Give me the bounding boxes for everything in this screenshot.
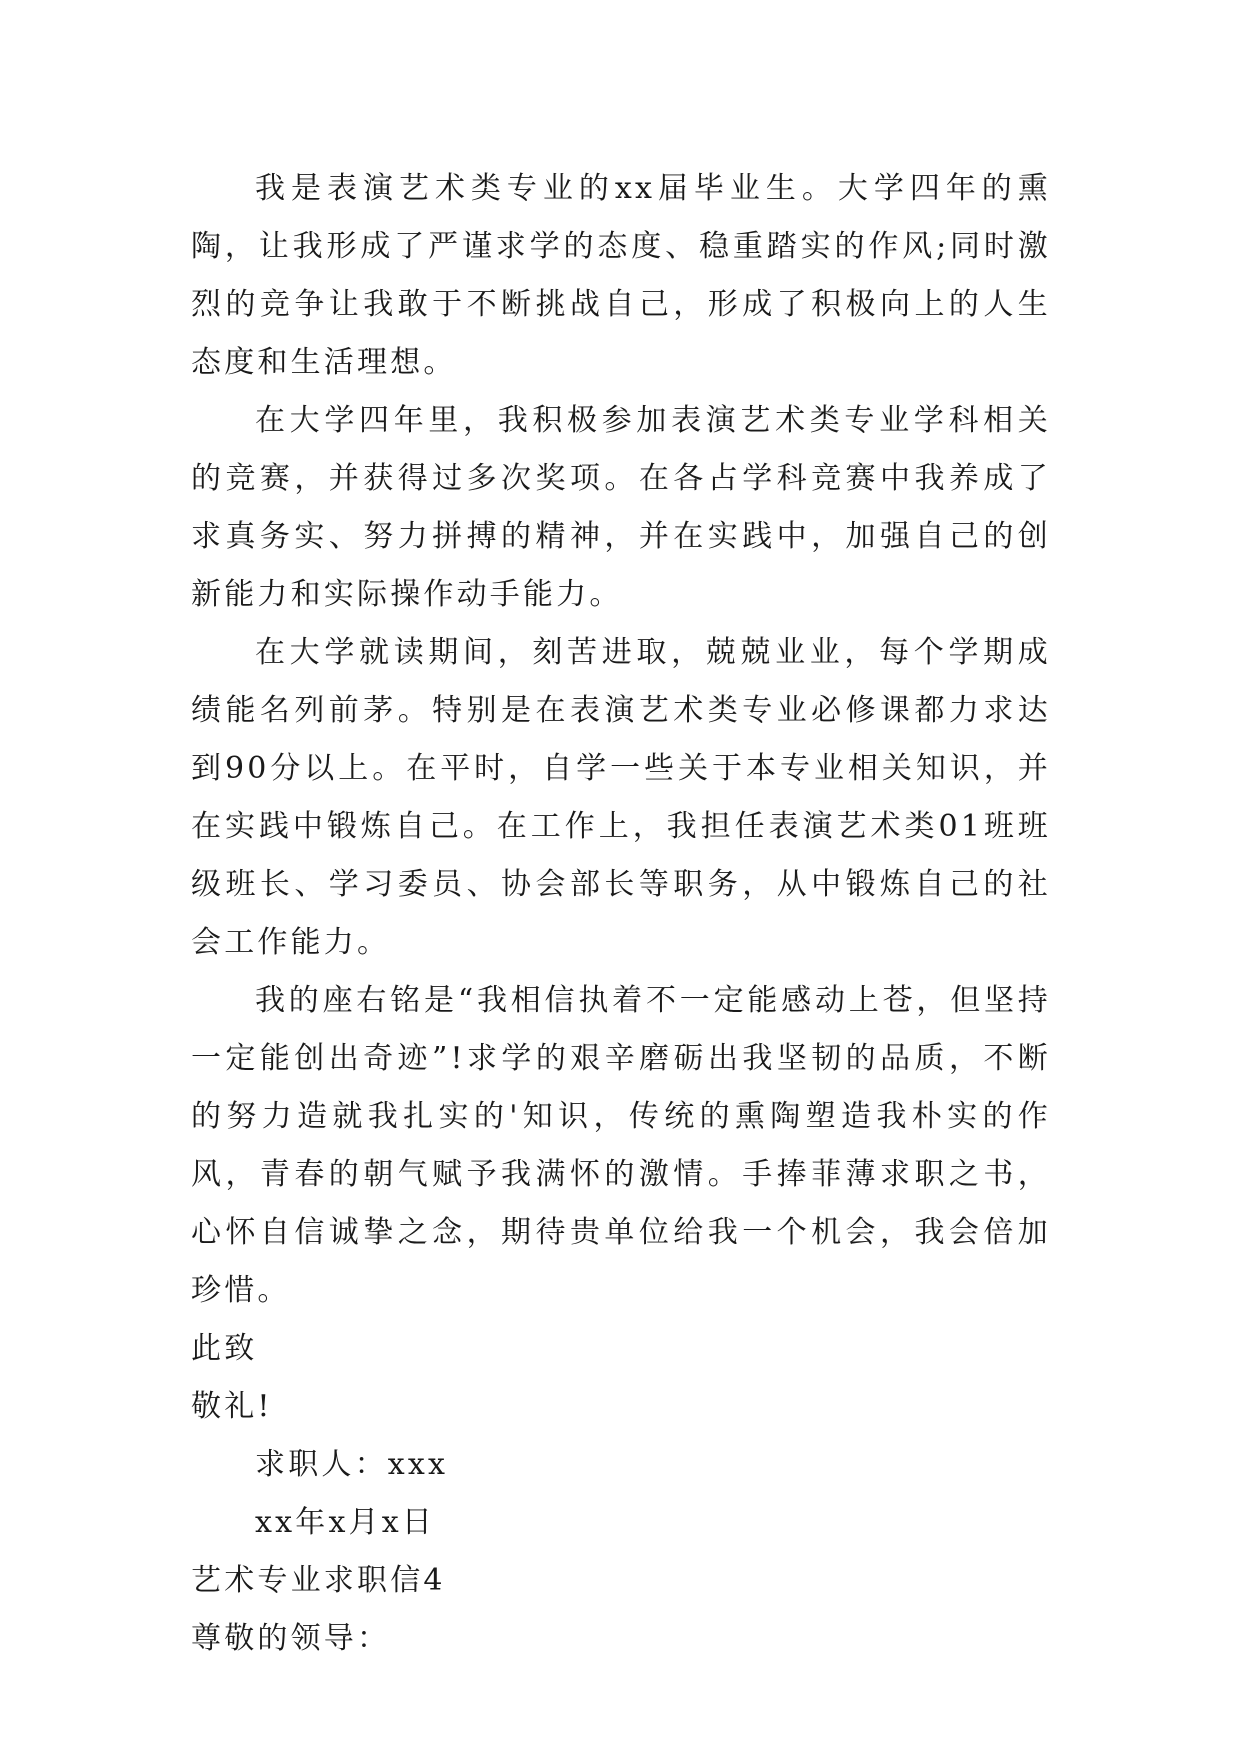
paragraph-competitions: 在大学四年里，我积极参加表演艺术类专业学科相关的竞赛，并获得过多次奖项。在各占学科竞赛中我养成了求真务实、努力拼搏的精神，并在实践中，加强自己的创新能力和实际操作动手能力。	[191, 403, 1051, 612]
letter-date: xx年x月x日	[255, 1505, 436, 1540]
document-page	[191, 160, 1051, 1668]
applicant-signature: 求职人：xxx	[255, 1447, 449, 1482]
paragraph-intro: 我是表演艺术类专业的xx届毕业生。大学四年的熏陶，让我形成了严谨求学的态度、稳重踏实的作风;同时激烈的竞争让我敢于不断挑战自己，形成了积极向上的人生态度和生活理想。	[191, 171, 1051, 380]
paragraph-motto: 我的座右铭是“我相信执着不一定能感动上苍，但坚持一定能创出奇迹”!求学的艰辛磨砺出我坚韧的品质，不断的努力造就我扎实的'知识，传统的熏陶塑造我朴实的作风，青春的朝气赋予我满怀的激情。手捧菲薄求职之书，心怀自信诚挚之念，期待贵单位给我一个机会，我会倍加珍惜。	[191, 983, 1051, 1308]
next-letter-title: 艺术专业求职信4	[191, 1563, 446, 1598]
closing-regards: 此致	[191, 1331, 258, 1366]
next-letter-salutation: 尊敬的领导：	[191, 1621, 391, 1656]
paragraph-studies: 在大学就读期间，刻苦进取，兢兢业业，每个学期成绩能名列前茅。特别是在表演艺术类专业必修课都力求达到90分以上。在平时，自学一些关于本专业相关知识，并在实践中锻炼自己。在工作上，我担任表演艺术类01班班级班长、学习委员、协会部长等职务，从中锻炼自己的社会工作能力。	[191, 635, 1051, 960]
closing-salute: 敬礼!	[191, 1389, 273, 1424]
